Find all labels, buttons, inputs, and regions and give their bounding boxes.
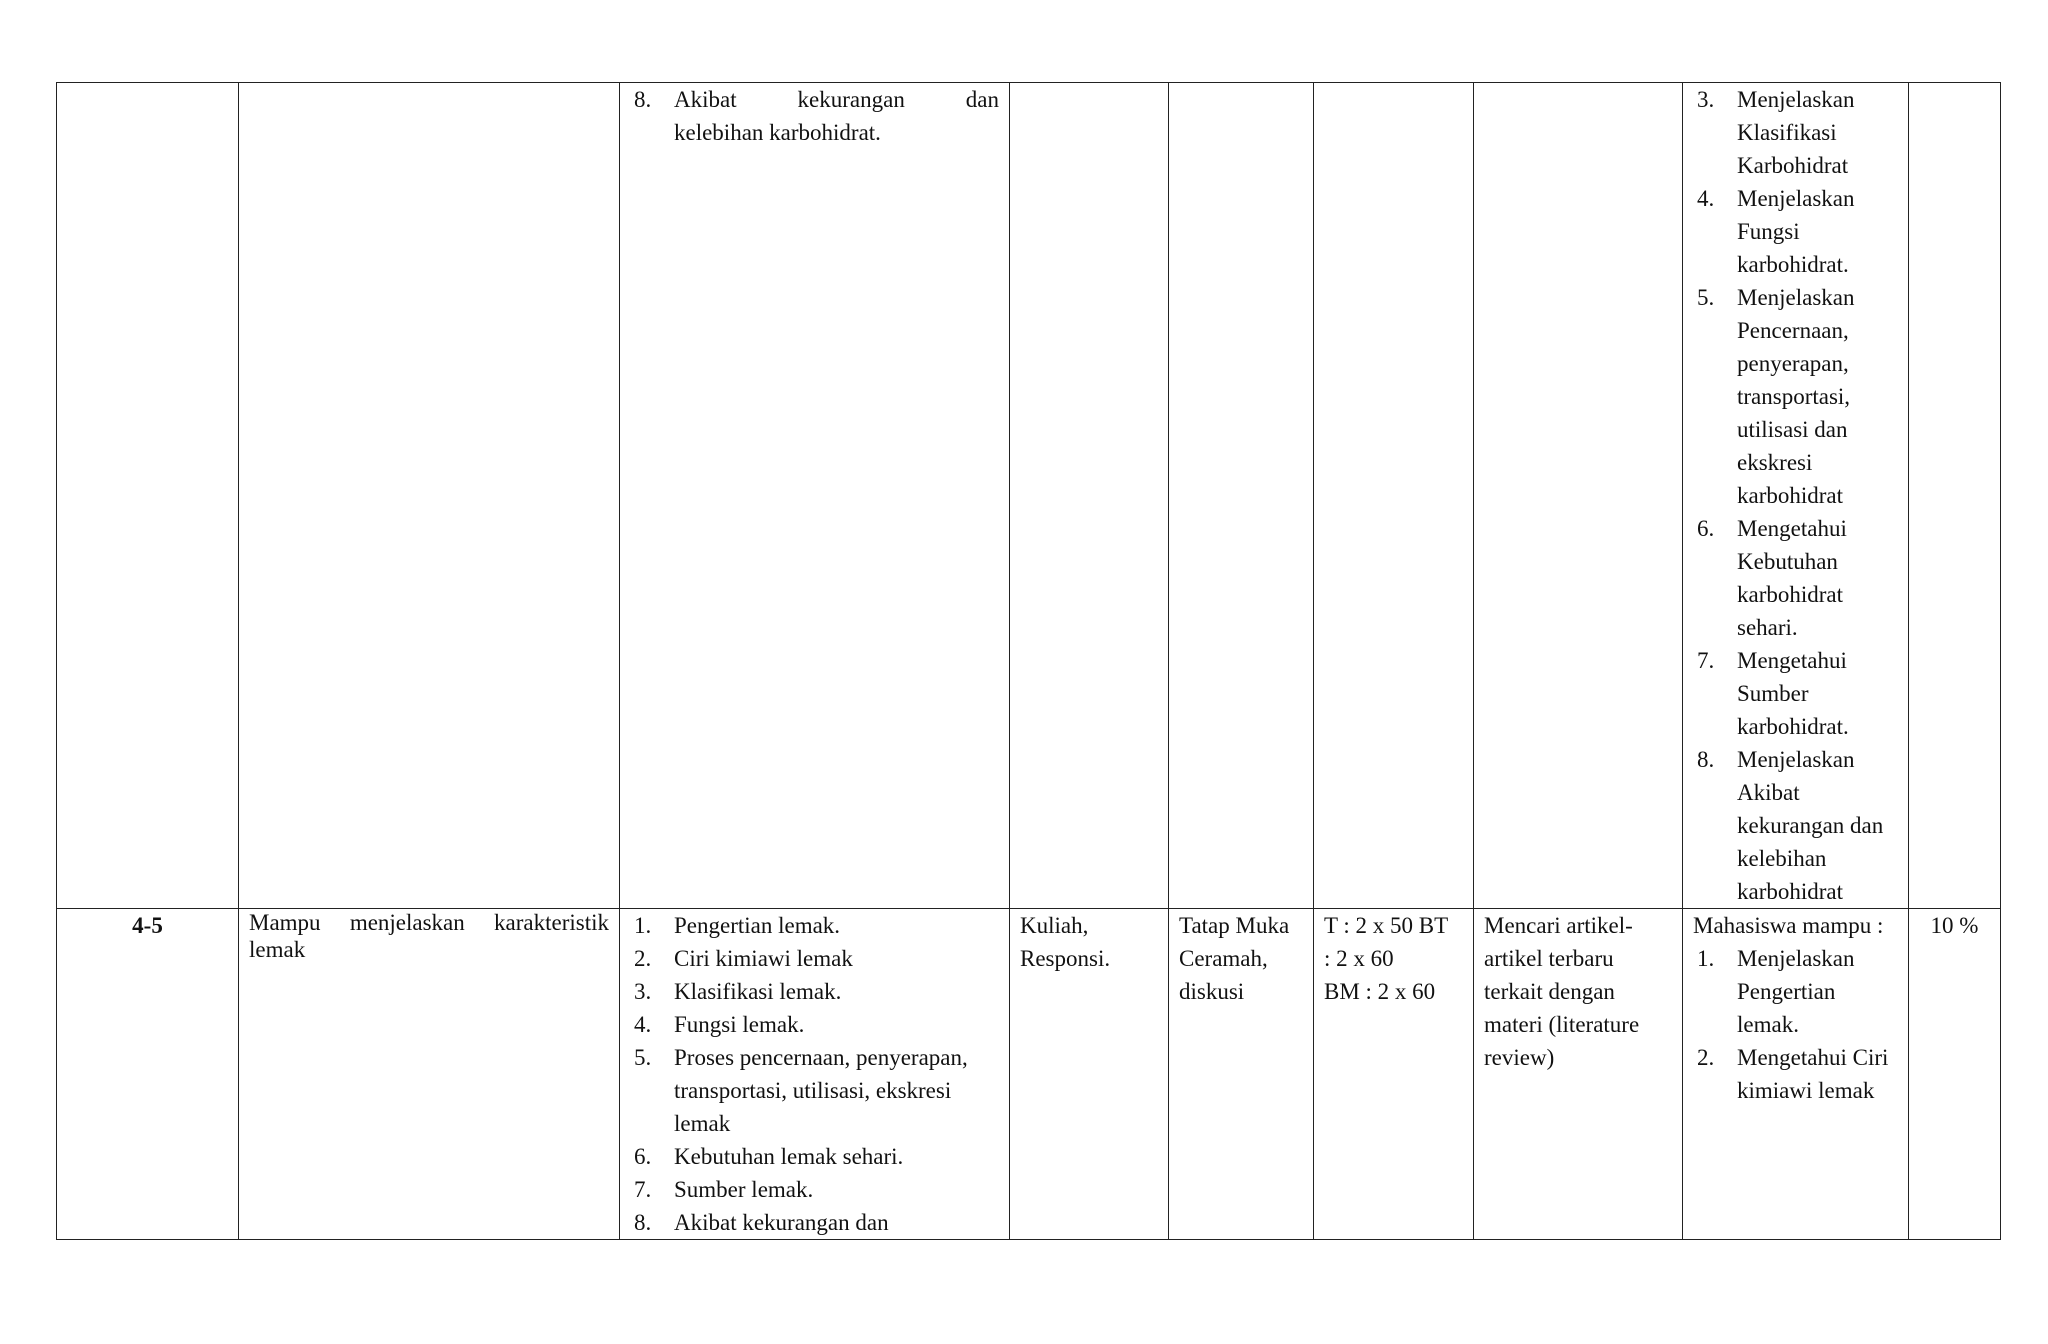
- item-number: 1.: [634, 913, 652, 938]
- item-text: Mengetahui Sumber karbohidrat.: [1737, 648, 1849, 739]
- time-cell: [1314, 909, 1474, 1240]
- list-item: [1693, 512, 1898, 644]
- item-number: 6.: [634, 1144, 652, 1169]
- item-number: 8.: [1697, 747, 1715, 772]
- item-number: 7.: [634, 1177, 652, 1202]
- table-row: [57, 909, 2001, 1240]
- form-cell: Tatap Muka Ceramah, diskusi: [1169, 909, 1314, 1240]
- item-number: 4.: [1697, 186, 1715, 211]
- item-number: 4.: [634, 1012, 652, 1037]
- indicators-list: [1693, 942, 1898, 1107]
- item-text: Klasifikasi lemak.: [674, 979, 842, 1004]
- item-number: 2.: [1697, 1045, 1715, 1070]
- table-row: [57, 83, 2001, 909]
- item-number: 1.: [1697, 946, 1715, 971]
- list-item: [630, 975, 999, 1008]
- item-number: 5.: [634, 1045, 652, 1070]
- week-cell: [57, 83, 239, 909]
- item-text: kelebihan karbohidrat.: [674, 120, 881, 145]
- item-text: Kebutuhan lemak sehari.: [674, 1144, 904, 1169]
- list-item: [630, 1140, 999, 1173]
- item-number: 7.: [1697, 648, 1715, 673]
- indicators-cell: [1683, 909, 1909, 1240]
- method-cell: [1010, 83, 1169, 909]
- list-item: [630, 909, 999, 942]
- competence-cell: [239, 909, 620, 1240]
- list-item: [630, 1008, 999, 1041]
- list-item: [1693, 743, 1898, 908]
- item-number: 8.: [634, 87, 652, 112]
- weight-cell: 10 %: [1909, 909, 2001, 1240]
- list-item: [1693, 83, 1898, 182]
- item-text: Menjelaskan Fungsi karbohidrat.: [1737, 186, 1855, 277]
- item-text: Pengertian lemak.: [674, 913, 841, 938]
- indicators-list: [1693, 83, 1898, 908]
- list-item: [1693, 942, 1898, 1041]
- list-item: [630, 1206, 999, 1239]
- week-cell: 4-5: [57, 909, 239, 1240]
- form-cell: [1169, 83, 1314, 909]
- method-cell: Kuliah, Responsi.: [1010, 909, 1169, 1240]
- list-item: [630, 1173, 999, 1206]
- item-number: 5.: [1697, 285, 1715, 310]
- item-text: Ciri kimiawi lemak: [674, 946, 853, 971]
- item-text: Mengetahui Ciri kimiawi lemak: [1737, 1045, 1889, 1103]
- weight-cell: [1909, 83, 2001, 909]
- item-text: Akibat kekurangan dan: [674, 87, 999, 112]
- item-text: Menjelaskan Pengertian lemak.: [1737, 946, 1855, 1037]
- materials-cell: [620, 909, 1010, 1240]
- item-number: 6.: [1697, 516, 1715, 541]
- materials-list: [630, 909, 999, 1239]
- materials-cell: [620, 83, 1010, 909]
- item-text: Menjelaskan Akibat kekurangan dan kelebihan karbohidrat: [1737, 747, 1884, 904]
- item-text: Sumber lemak.: [674, 1177, 814, 1202]
- time-line: T : 2 x 50 BT: [1324, 913, 1449, 938]
- time-cell: [1314, 83, 1474, 909]
- list-item: [630, 1041, 999, 1140]
- item-number: 2.: [634, 946, 652, 971]
- list-item: [1693, 1041, 1898, 1107]
- item-number: 3.: [634, 979, 652, 1004]
- item-number: 3.: [1697, 87, 1715, 112]
- time-line: : 2 x 60: [1324, 946, 1394, 971]
- indicators-cell: [1683, 83, 1909, 909]
- task-cell: Mencari artikel-artikel terbaru terkait dengan materi (literature review): [1474, 909, 1683, 1240]
- list-item: [1693, 182, 1898, 281]
- item-text: Menjelaskan Pencernaan, penyerapan, transportasi, utilisasi dan ekskresi karbohidrat: [1737, 285, 1855, 508]
- item-number: 8.: [634, 1210, 652, 1235]
- materials-list: [630, 83, 999, 149]
- competence-cell: [239, 83, 620, 909]
- competence-text: Mampu menjelaskan karakteristik: [249, 910, 609, 935]
- task-cell: [1474, 83, 1683, 909]
- item-text: Proses pencernaan, penyerapan, transportasi, utilisasi, ekskresi lemak: [674, 1045, 968, 1136]
- list-item: [630, 83, 999, 149]
- time-line: BM : 2 x 60: [1324, 979, 1436, 1004]
- list-item: [1693, 281, 1898, 512]
- item-text: Akibat kekurangan dan: [674, 1210, 889, 1235]
- course-plan-table: [56, 82, 2001, 1240]
- item-text: Mengetahui Kebutuhan karbohidrat sehari.: [1737, 516, 1847, 640]
- indicators-intro: Mahasiswa mampu :: [1693, 913, 1884, 938]
- list-item: [630, 942, 999, 975]
- item-text: Menjelaskan Klasifikasi Karbohidrat: [1737, 87, 1855, 178]
- list-item: [1693, 644, 1898, 743]
- competence-text: lemak: [249, 937, 306, 962]
- item-text: Fungsi lemak.: [674, 1012, 805, 1037]
